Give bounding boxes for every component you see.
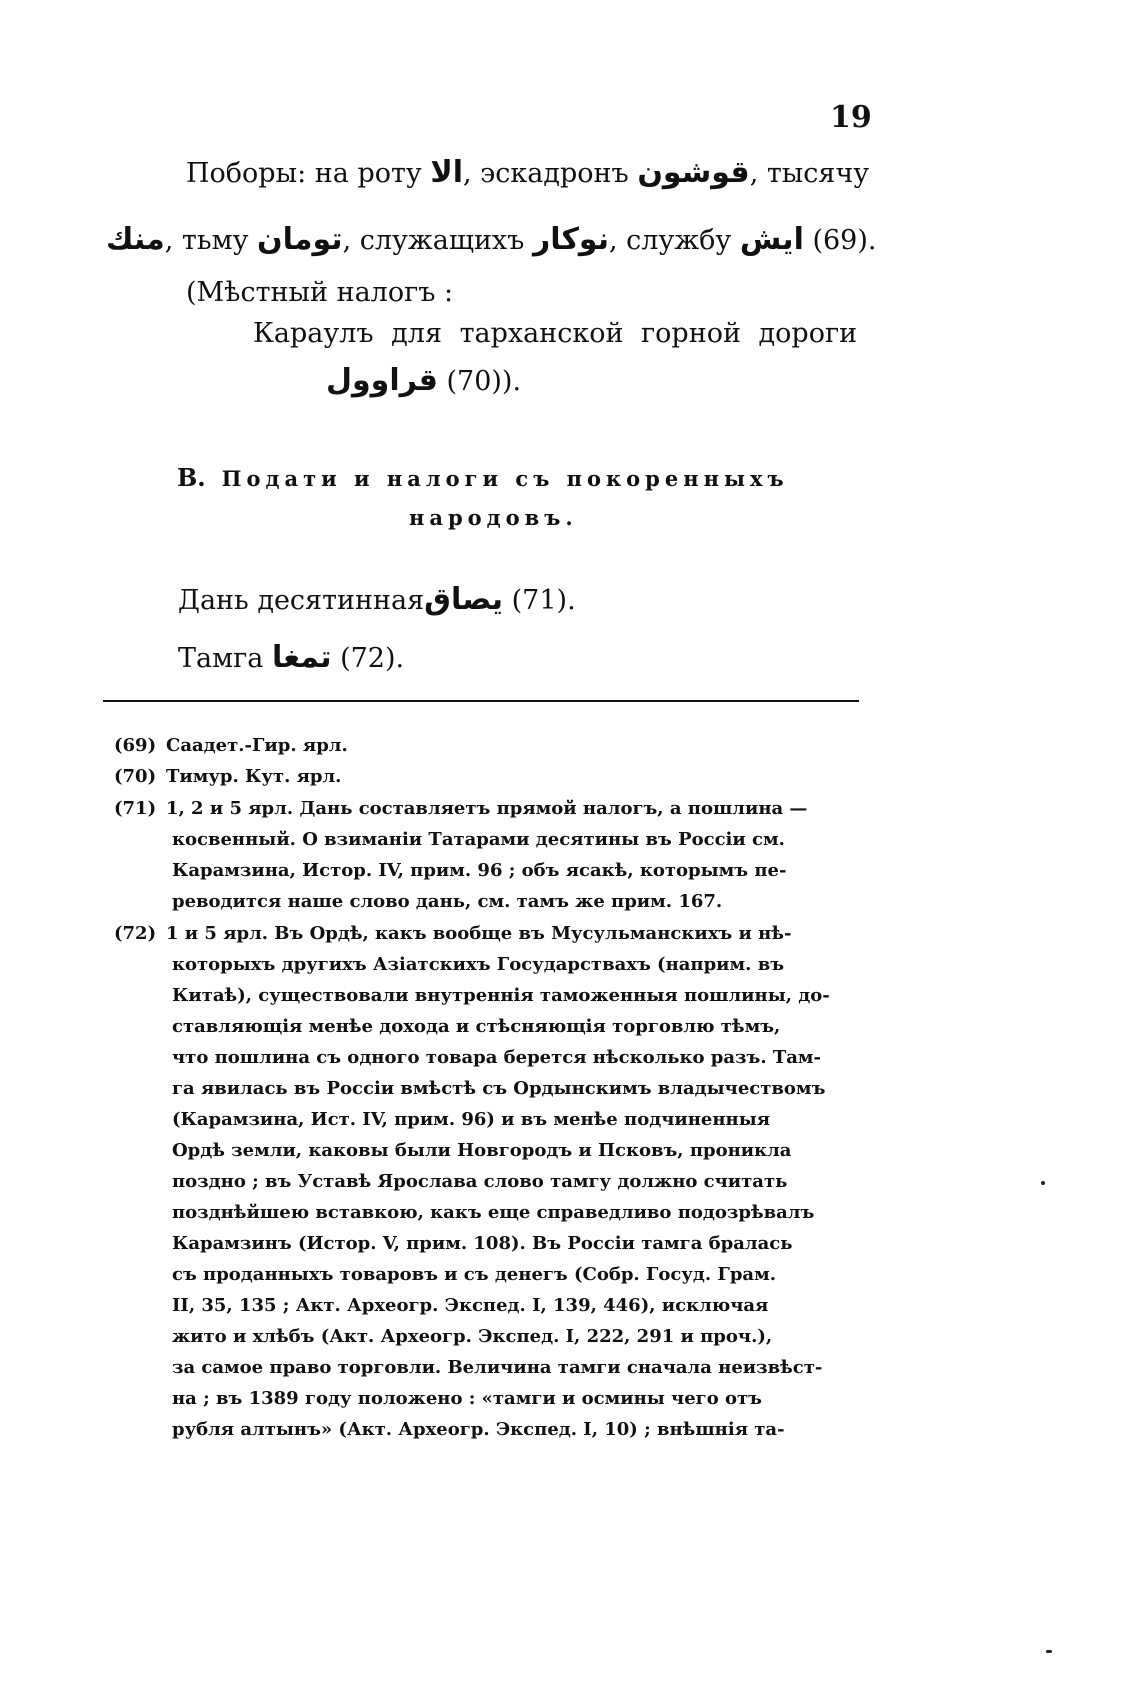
text: , служащихъ bbox=[342, 225, 533, 256]
footnote-72-line-5: что пошлина съ одного товара берется нѣсколько разъ. Там- bbox=[172, 1047, 822, 1068]
text: Поборы: на роту bbox=[186, 158, 431, 189]
footnote-72-line-8: Ордѣ земли, каковы были Новгородъ и Псковъ, проникла bbox=[172, 1140, 792, 1161]
footnote-72-line-17: рубля алтынъ» (Акт. Археогр. Экспед. I, 10) ; внѣшнія та- bbox=[172, 1419, 785, 1440]
footnote-text: 1 и 5 ярл. Въ Ордѣ, какъ вообще въ Мусульманскихъ и нѣ- bbox=[166, 923, 792, 944]
arabic-word: ايش bbox=[739, 222, 804, 257]
footnote-72-line-13: II, 35, 135 ; Акт. Археогр. Экспед. I, 139, 446), исключая bbox=[172, 1295, 769, 1316]
item-dan bbox=[178, 582, 576, 617]
text: Дань десятинная bbox=[178, 585, 425, 616]
arabic-word: قوشون bbox=[637, 155, 750, 190]
footnote-69 bbox=[114, 737, 348, 755]
main-line-4: Караулъ для тарханской горной дороги bbox=[253, 318, 858, 349]
footnote-72-line-15: за самое право торговли. Величина тамги сначала неизвѣст- bbox=[172, 1357, 823, 1378]
text: , тысячу bbox=[749, 158, 870, 189]
footnote-71 bbox=[114, 800, 807, 818]
arabic-word: تومان bbox=[257, 222, 343, 257]
main-line-5 bbox=[326, 363, 522, 398]
text: , тьму bbox=[164, 225, 258, 256]
footnote-71-line-4: реводится наше слово дань, см. тамъ же прим. 167. bbox=[172, 891, 723, 912]
footnote-72-line-12: съ проданныхъ товаровъ и съ денегъ (Собр. Госуд. Грам. bbox=[172, 1264, 776, 1285]
footnote-divider bbox=[103, 700, 859, 702]
footnote-number: (69) bbox=[114, 735, 157, 756]
section-label: В. bbox=[177, 463, 206, 492]
section-heading-line-2: народовъ. bbox=[409, 505, 578, 530]
arabic-word: تمغا bbox=[271, 640, 332, 675]
footnote-72-line-16: на ; въ 1389 году положено : «тамги и осмины чего отъ bbox=[172, 1388, 762, 1409]
footnote-70 bbox=[114, 768, 341, 786]
arabic-word: يصاق bbox=[424, 582, 504, 617]
main-line-3: (Мѣстный налогъ : bbox=[186, 277, 454, 308]
footnote-72-line-2: которыхъ другихъ Азіатскихъ Государствахъ (наприм. въ bbox=[172, 954, 785, 975]
text: (69). bbox=[803, 225, 877, 256]
footnote-72-line-9: поздно ; въ Уставѣ Ярослава слово тамгу должно считать bbox=[172, 1171, 788, 1192]
arabic-word: نوكار bbox=[532, 222, 609, 257]
section-title: Подати и налоги съ покоренныхъ bbox=[221, 466, 789, 491]
footnote-72-line-6: га явилась въ Россіи вмѣстѣ съ Ордынскимъ владычествомъ bbox=[172, 1078, 826, 1099]
main-line-2 bbox=[106, 222, 877, 257]
section-heading-line-1 bbox=[177, 463, 789, 492]
footnote-72 bbox=[114, 925, 791, 943]
footnote-text: Саадет.-Гир. ярл. bbox=[166, 735, 348, 756]
footnote-72-line-3: Китаѣ), существовали внутреннія таможенныя пошлины, до- bbox=[172, 985, 830, 1006]
page-number: 19 bbox=[830, 100, 872, 135]
footnote-text: 1, 2 и 5 ярл. Дань составляетъ прямой налогъ, а пошлина — bbox=[166, 798, 808, 819]
scan-speck bbox=[1041, 1181, 1045, 1185]
text: (72). bbox=[331, 643, 405, 674]
footnote-number: (72) bbox=[114, 923, 157, 944]
main-line-1 bbox=[186, 155, 870, 190]
text: , эскадронъ bbox=[463, 158, 638, 189]
arabic-word: منك bbox=[106, 222, 165, 257]
footnote-number: (71) bbox=[114, 798, 157, 819]
text: (71). bbox=[503, 585, 576, 616]
item-tamga bbox=[178, 640, 405, 675]
footnote-72-line-10: позднѣйшею вставкою, какъ еще справедливо подозрѣвалъ bbox=[172, 1202, 815, 1223]
arabic-word: الا bbox=[430, 155, 464, 190]
footnote-71-line-2: косвенный. О взиманіи Татарами десятины въ Россіи см. bbox=[172, 829, 785, 850]
arabic-word: قراوول bbox=[326, 363, 438, 398]
footnote-72-line-4: ставляющія менѣе дохода и стѣсняющія торговлю тѣмъ, bbox=[172, 1016, 781, 1037]
text: , службу bbox=[609, 225, 740, 256]
scan-speck bbox=[1046, 1650, 1052, 1653]
footnote-text: Тимур. Кут. ярл. bbox=[166, 766, 342, 787]
footnote-71-line-3: Карамзина, Истор. IV, прим. 96 ; объ ясакѣ, которымъ пе- bbox=[172, 860, 787, 881]
footnote-72-line-11: Карамзинъ (Истор. V, прим. 108). Въ Россіи тамга бралась bbox=[172, 1233, 793, 1254]
footnote-72-line-14: жито и хлѣбъ (Акт. Археогр. Экспед. I, 222, 291 и проч.), bbox=[172, 1326, 773, 1347]
footnote-72-line-7: (Карамзина, Ист. IV, прим. 96) и въ менѣе подчиненныя bbox=[172, 1109, 771, 1130]
text: Тамга bbox=[178, 643, 272, 674]
footnote-number: (70) bbox=[114, 766, 157, 787]
text: (70)). bbox=[437, 366, 522, 397]
